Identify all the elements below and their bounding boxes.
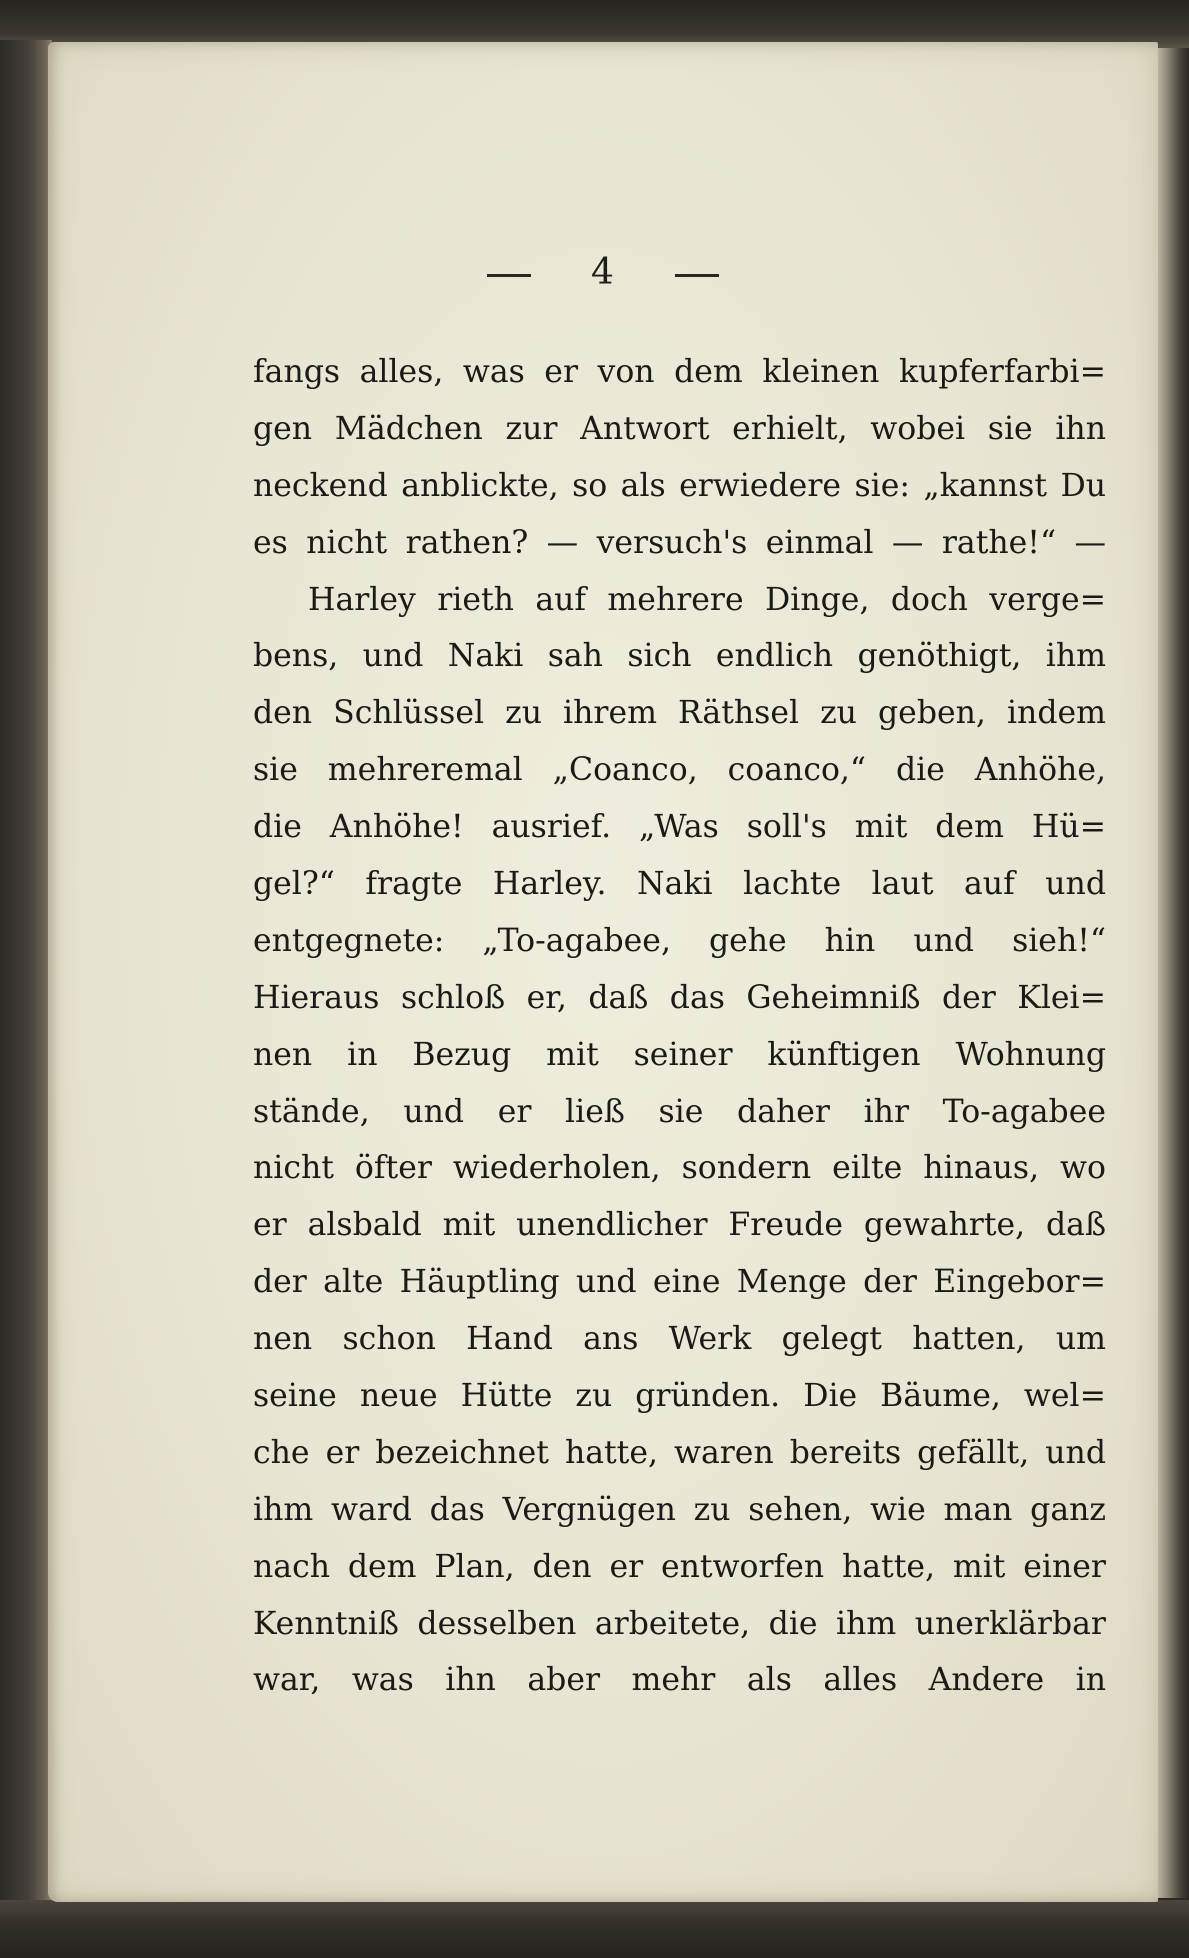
text-line: Kenntniß desselben arbeitete, die ihm unerklärbar xyxy=(253,1605,1106,1642)
text-line: er alsbald mit unendlicher Freude gewahrte, daß xyxy=(253,1207,1106,1244)
text-line: fangs alles, was er von dem kleinen kupferfarbi= xyxy=(253,354,1106,390)
text-line: entgegnete: „To-agabee, gehe hin und sieh!“ xyxy=(253,922,1106,959)
book-spine xyxy=(0,40,52,1910)
text-line: gen Mädchen zur Antwort erhielt, wobei sie ihn xyxy=(253,410,1106,447)
page-header xyxy=(48,252,1158,293)
text-line: ihm ward das Vergnügen zu sehen, wie man ganz xyxy=(253,1491,1106,1528)
text-line: bens, und Naki sah sich endlich genöthigt, ihm xyxy=(253,638,1106,675)
text-line: die Anhöhe! ausrief. „Was soll's mit dem Hü= xyxy=(253,809,1106,846)
text-line: nen schon Hand ans Werk gelegt hatten, um xyxy=(253,1321,1106,1358)
header-dash-right xyxy=(675,274,719,277)
book-bottom-edge xyxy=(0,1900,1189,1958)
text-line: seine neue Hütte zu gründen. Die Bäume, wel= xyxy=(253,1378,1106,1415)
text-line: nach dem Plan, den er entworfen hatte, mit einer xyxy=(253,1548,1106,1585)
page-number: 4 xyxy=(591,252,615,293)
text-line: war, was ihn aber mehr als alles Andere in xyxy=(253,1662,1106,1699)
text-line: neckend anblickte, so als erwiedere sie: „kannst Du xyxy=(253,467,1106,504)
text-line: nicht öfter wiederholen, sondern eilte hinaus, wo xyxy=(253,1150,1106,1187)
page-edge xyxy=(1158,48,1189,1898)
text-line: che er bezeichnet hatte, waren bereits gefällt, und xyxy=(253,1434,1106,1471)
header-dash-left xyxy=(487,274,531,277)
text-line: gel?“ fragte Harley. Naki lachte laut auf und xyxy=(253,866,1106,903)
text-line: es nicht rathen? — versuch's einmal — rathe!“ — xyxy=(253,524,1106,561)
text-line: stände, und er ließ sie daher ihr To-agabee xyxy=(253,1093,1106,1130)
book-top-edge xyxy=(0,0,1189,48)
text-line: sie mehreremal „Coanco, coanco,“ die Anhöhe, xyxy=(253,752,1106,789)
body-text xyxy=(253,344,1106,1709)
text-line: den Schlüssel zu ihrem Räthsel zu geben, indem xyxy=(253,695,1106,732)
text-line: Hieraus schloß er, daß das Geheimniß der Klei= xyxy=(253,979,1106,1016)
text-line: nen in Bezug mit seiner künftigen Wohnung xyxy=(253,1036,1106,1073)
text-line: Harley rieth auf mehrere Dinge, doch verge= xyxy=(308,581,1106,618)
text-line: der alte Häuptling und eine Menge der Eingebor= xyxy=(253,1264,1106,1301)
page xyxy=(48,42,1158,1902)
